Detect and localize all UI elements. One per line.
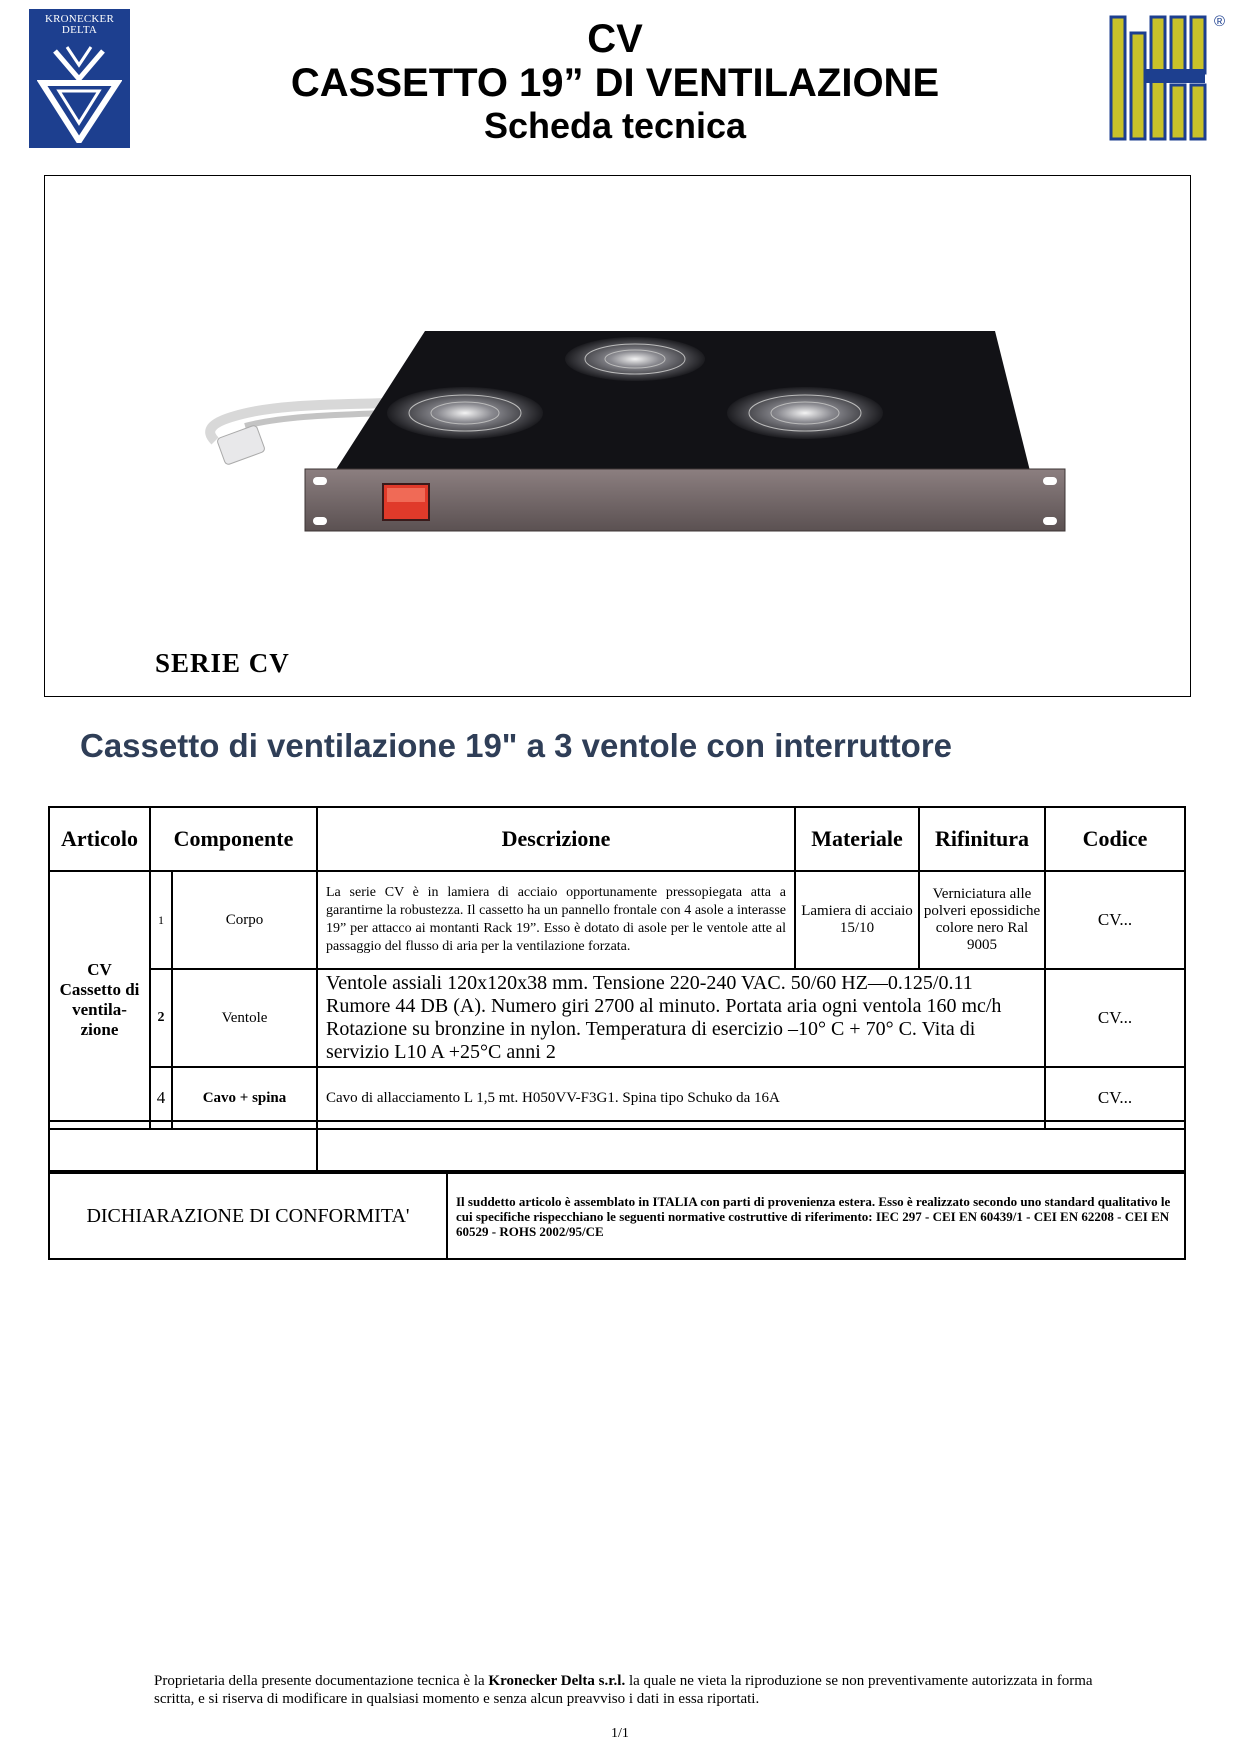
conformity-label: DICHIARAZIONE DI CONFORMITA' — [49, 1173, 447, 1259]
col-header-rifinitura: Rifinitura — [919, 807, 1045, 871]
component-description: Cavo di allacciamento L 1,5 mt. H050VV-F3G1. Spina tipo Schuko da 16A — [317, 1067, 1045, 1129]
component-code: CV... — [1045, 1067, 1185, 1129]
series-label: SERIE CV — [155, 648, 290, 678]
component-code: CV... — [1045, 871, 1185, 969]
blank-row — [49, 1121, 1185, 1171]
col-header-materiale: Materiale — [795, 807, 919, 871]
title-datasheet: Scheda tecnica — [483, 105, 747, 146]
footer-company-name: Kronecker Delta s.r.l. — [488, 1673, 626, 1689]
col-header-componente: Componente — [150, 807, 317, 871]
blank-cell — [49, 1121, 317, 1171]
table-header-row — [49, 807, 1185, 871]
logo-brand-text: KRONECKER DELTA — [44, 13, 115, 36]
component-finish: Verniciatura alle polveri epossidiche colore nero Ral 9005 — [919, 871, 1045, 969]
rack-logo-icon — [1109, 13, 1213, 143]
product-subtitle: Cassetto di ventilazione 19" a 3 ventole con interruttore — [80, 727, 953, 764]
component-name: Ventole — [172, 969, 317, 1067]
footer-text-start: Proprietaria della presente documentazione tecnica è la — [154, 1673, 489, 1689]
spec-table — [48, 806, 1186, 1130]
ventilation-drawer-image — [165, 331, 1115, 601]
component-description: La serie CV è in lamiera di acciaio opportunamente pressopiegata atta a garantirne la robustezza. Il cassetto ha un pannello frontale con 4 asole a interasse 19” per attacco ai montanti Rack 19”. Esso è dotato di asole per le ventole atte al passaggio del flusso di aria per la ventilazione forzata. — [317, 871, 795, 969]
component-material: Lamiera di acciaio 15/10 — [795, 871, 919, 969]
col-header-descrizione: Descrizione — [317, 807, 795, 871]
col-header-articolo: Articolo — [49, 807, 150, 871]
row-number: 2 — [150, 969, 172, 1067]
conformity-table — [48, 1172, 1186, 1260]
row-number: 4 — [150, 1067, 172, 1129]
table-row — [49, 871, 1185, 969]
footer-text-end: la quale ne vieta la riproduzione se non preventivamente autorizzata in forma scritta, e si riserva di modificare in qualsiasi momento e senza alcun preavviso i dati in essa riportati. — [154, 1673, 1093, 1707]
page-number: 1/1 — [611, 1726, 629, 1741]
conformity-text: Il suddetto articolo è assemblato in ITALIA con parti di provenienza estera. Esso è realizzato secondo uno standard qualitativo le cui specifiche rispecchiano le seguenti normative costruttive di riferimento: IEC 297 - CEI EN 60439/1 - CEI EN 62208 - CEI EN 60529 - ROHS 2002/95/CE — [447, 1173, 1185, 1259]
conformity-row — [49, 1173, 1185, 1259]
row-number: 1 — [150, 871, 172, 969]
brand-logo-right — [1109, 13, 1225, 145]
table-row — [49, 969, 1185, 1067]
delta-emblem-icon — [37, 43, 122, 143]
blank-row-table — [48, 1120, 1186, 1172]
articolo-cell: CV Cassetto di ventila-zione — [49, 871, 150, 1129]
component-code: CV... — [1045, 969, 1185, 1067]
kronecker-delta-logo — [29, 9, 130, 148]
title-code: CV — [587, 17, 643, 61]
component-description: Ventole assiali 120x120x38 mm. Tensione 220-240 VAC. 50/60 HZ—0.125/0.11 Rumore 44 DB (A). Numero giri 2700 al minuto. Portata aria ogni ventola 160 mc/h Rotazione su bronzine in nylon. Temperatura di esercizio –10° C + 70° C. Vita di servizio L10 A +25°C anni 2 — [317, 969, 1045, 1067]
footer-disclaimer — [154, 1672, 1094, 1708]
title-product: CASSETTO 19” DI VENTILAZIONE — [290, 61, 940, 105]
blank-cell — [317, 1121, 1185, 1171]
col-header-codice: Codice — [1045, 807, 1185, 871]
component-name: Cavo + spina — [172, 1067, 317, 1129]
component-name: Corpo — [172, 871, 317, 969]
product-photo-frame — [44, 175, 1191, 697]
registered-mark: ® — [1213, 13, 1225, 30]
